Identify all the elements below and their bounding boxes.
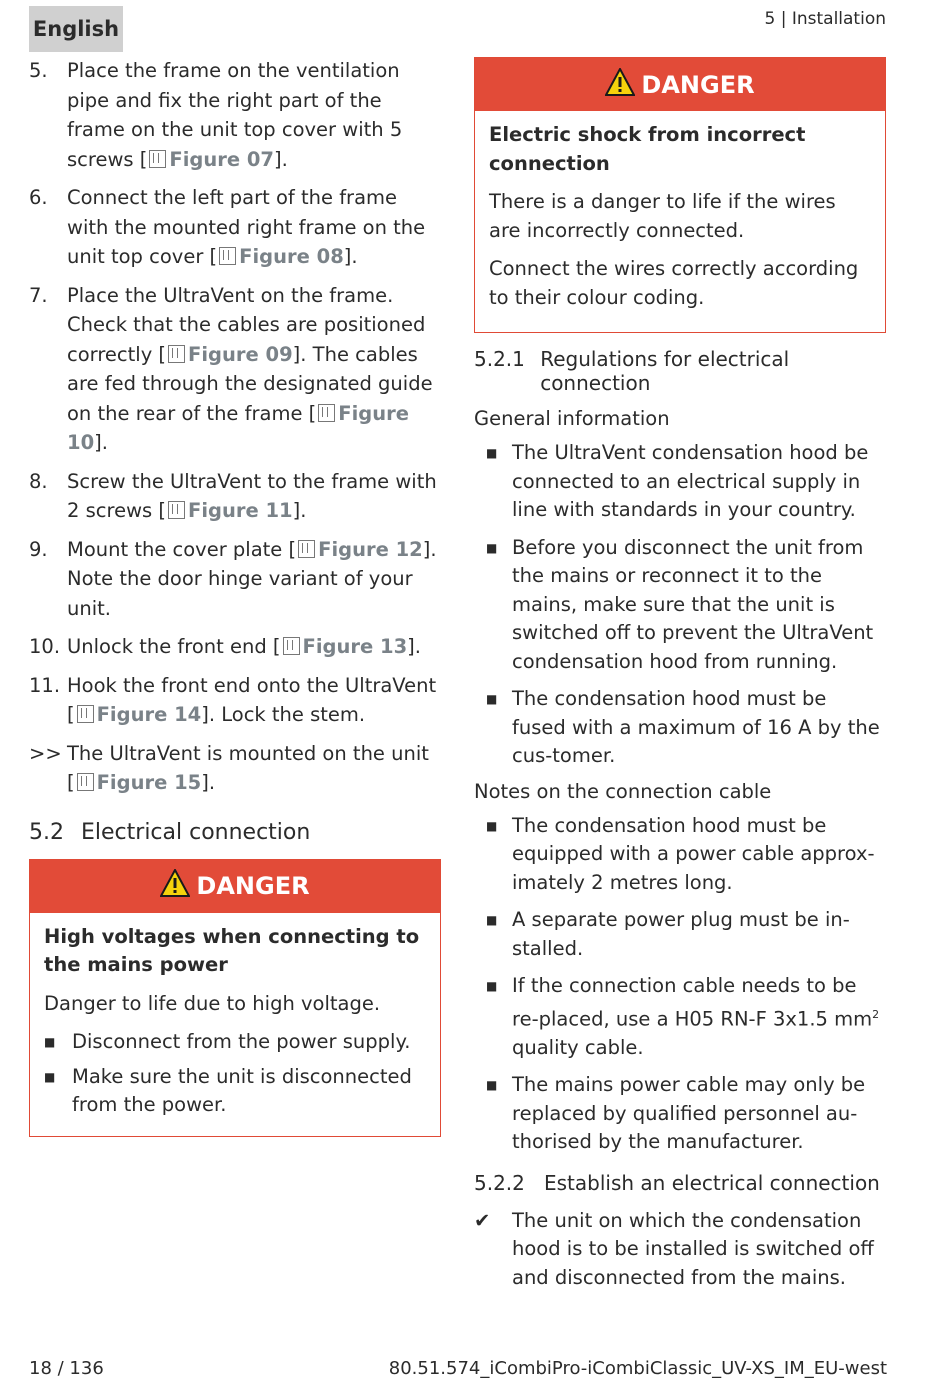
bullet-square-icon: ■ <box>44 1035 56 1049</box>
figure-reference-icon <box>168 345 185 363</box>
bullet-square-icon: ■ <box>486 1078 498 1092</box>
list-item: ■ A separate power plug must be in-stalled. <box>474 906 886 963</box>
document-id: 80.51.574_iCombiPro-iCombiClassic_UV-XS_IM_EU-west <box>388 1358 887 1379</box>
checkmark-icon: ✔ <box>474 1208 491 1232</box>
page-number: 18 / 136 <box>29 1358 104 1379</box>
step-number: 10. <box>29 635 61 658</box>
step-number: 11. <box>29 673 61 697</box>
figure-link[interactable]: Figure 07 <box>169 147 275 171</box>
bullet-square-icon: ■ <box>486 540 498 555</box>
figure-link[interactable]: Figure 11 <box>188 499 293 522</box>
section-heading-5-2 <box>29 820 441 845</box>
bullet-square-icon: ■ <box>486 446 498 460</box>
section-heading-5-2-2 <box>474 1171 886 1195</box>
list-item: ■ If the connection cable needs to be re-placed, use a H05 RN-F 3x1.5 $mm^2$ quality cable. <box>474 972 886 1062</box>
step-text: Unlock the front end [ Figure 13]. <box>67 635 421 658</box>
figure-reference-icon <box>77 773 94 791</box>
step-text: Mount the cover plate [ Figure 12]. Note the door hinge variant of your unit. <box>67 537 437 620</box>
figure-reference-icon <box>219 247 236 265</box>
step-number: 9. <box>29 537 48 561</box>
figure-reference-icon <box>149 150 166 168</box>
list-item: ■ The condensation hood must be equipped with a power cable approx-imately 2 metres long. <box>474 812 886 898</box>
bullet-square-icon: ■ <box>486 692 498 706</box>
danger-text: Connect the wires correctly according to their colour coding. <box>489 257 859 309</box>
installation-step <box>29 671 441 730</box>
figure-link[interactable]: Figure 08 <box>239 245 344 268</box>
bullet-square-icon: ■ <box>486 979 498 993</box>
list-item: ■ Before you disconnect the unit from the mains or reconnect it to the mains, make sure that the unit is switched off to prevent the UltraVent condensation hood from running. <box>474 534 886 677</box>
installation-step <box>29 56 441 174</box>
step-number: 6. <box>29 186 48 209</box>
danger-header <box>30 860 440 913</box>
list-item: ■ The condensation hood must be fused with a maximum of 16 A by the cus-tomer. <box>474 685 886 771</box>
section-number: 5.2.2 <box>474 1170 525 1195</box>
bullet-square-icon: ■ <box>44 1069 56 1084</box>
step-number: >> <box>29 741 62 765</box>
step-text: The UltraVent is mounted on the unit [ Figure 15]. <box>67 741 429 794</box>
subheading-cable-notes: Notes on the connection cable <box>474 779 772 803</box>
figure-reference-icon <box>318 404 335 422</box>
danger-label: DANGER <box>641 70 755 99</box>
section-title: Electrical connection <box>81 819 311 845</box>
installation-step <box>29 467 441 526</box>
section-heading-5-2-1 <box>474 347 886 395</box>
general-bullets <box>474 439 886 771</box>
figure-link[interactable]: Figure 12 <box>318 537 423 561</box>
figure-link[interactable]: Figure 15 <box>96 771 202 794</box>
installation-step <box>29 183 441 272</box>
step-text: Hook the front end onto the UltraVent [ Figure 14]. Lock the stem. <box>67 673 437 726</box>
cable-bullets <box>474 812 886 1157</box>
figure-reference-icon <box>168 501 185 519</box>
step-number: 8. <box>29 469 48 493</box>
danger-title: High voltages when connecting to the mains power <box>44 924 420 976</box>
installation-step <box>29 281 441 458</box>
danger-text: There is a danger to life if the wires are incorrectly connected. <box>489 190 836 242</box>
list-item: ■ The UltraVent condensation hood be connected to an electrical supply in line with standards in your country. <box>474 439 886 525</box>
installation-step <box>29 632 441 662</box>
installation-steps <box>29 56 441 798</box>
section-number: 5.2.1 <box>474 347 525 371</box>
danger-bullets <box>44 1028 426 1120</box>
figure-link[interactable]: Figure 10 <box>67 401 409 454</box>
installation-step <box>29 739 441 798</box>
list-item: ■ Make sure the unit is disconnected from the power. <box>44 1063 426 1120</box>
step-text: Screw the UltraVent to the frame with 2 screws [ Figure 11]. <box>67 469 437 522</box>
danger-header <box>475 58 885 111</box>
right-column <box>474 57 886 1292</box>
step-number: 5. <box>29 59 48 82</box>
figure-link[interactable]: Figure 09 <box>188 342 293 366</box>
section-title: Regulations for electrical connection <box>540 347 790 395</box>
chapter-header: 5 | Installation <box>764 9 886 29</box>
bullet-square-icon: ■ <box>486 818 498 833</box>
step-text: Place the UltraVent on the frame. Check that the cables are positioned correctly [ Figure 09]. The cables are fed through the designated guide on the rear of the frame [ Figure 10]. <box>67 283 433 454</box>
figure-reference-icon <box>298 540 315 558</box>
language-tab: English <box>29 6 123 52</box>
precondition-item: ✔ The unit on which the condensation hood is to be installed is switched off and disconnected from the mains. <box>474 1207 886 1293</box>
warning-triangle-icon <box>605 68 635 102</box>
bullet-square-icon: ■ <box>486 913 498 927</box>
warning-triangle-icon <box>160 869 190 903</box>
list-item: ■ The mains power cable may only be replaced by qualified personnel au-thorised by the manufacturer. <box>474 1071 886 1157</box>
danger-box-high-voltage <box>29 859 441 1137</box>
subheading-general: General information <box>474 407 670 430</box>
danger-text: Danger to life due to high voltage. <box>44 991 381 1015</box>
section-number: 5.2 <box>29 819 64 845</box>
danger-label: DANGER <box>196 872 310 900</box>
figure-reference-icon <box>283 637 300 655</box>
installation-step <box>29 535 441 624</box>
danger-title: Electric shock from incorrect connection <box>489 123 806 175</box>
section-title: Establish an electrical connection <box>544 1170 880 1195</box>
figure-link[interactable]: Figure 14 <box>96 703 202 726</box>
step-text: Connect the left part of the frame with the mounted right frame on the unit top cover [ Figure 08]. <box>67 186 426 268</box>
list-item: ■ Disconnect from the power supply. <box>44 1028 426 1057</box>
figure-link[interactable]: Figure 13 <box>302 635 408 658</box>
step-text: Place the frame on the ventilation pipe and fix the right part of the frame on the unit top cover with 5 screws [ Figure 07]. <box>67 59 403 171</box>
figure-reference-icon <box>77 705 94 723</box>
left-column <box>29 56 441 1137</box>
step-number: 7. <box>29 283 48 307</box>
danger-box-electric-shock <box>474 57 886 333</box>
